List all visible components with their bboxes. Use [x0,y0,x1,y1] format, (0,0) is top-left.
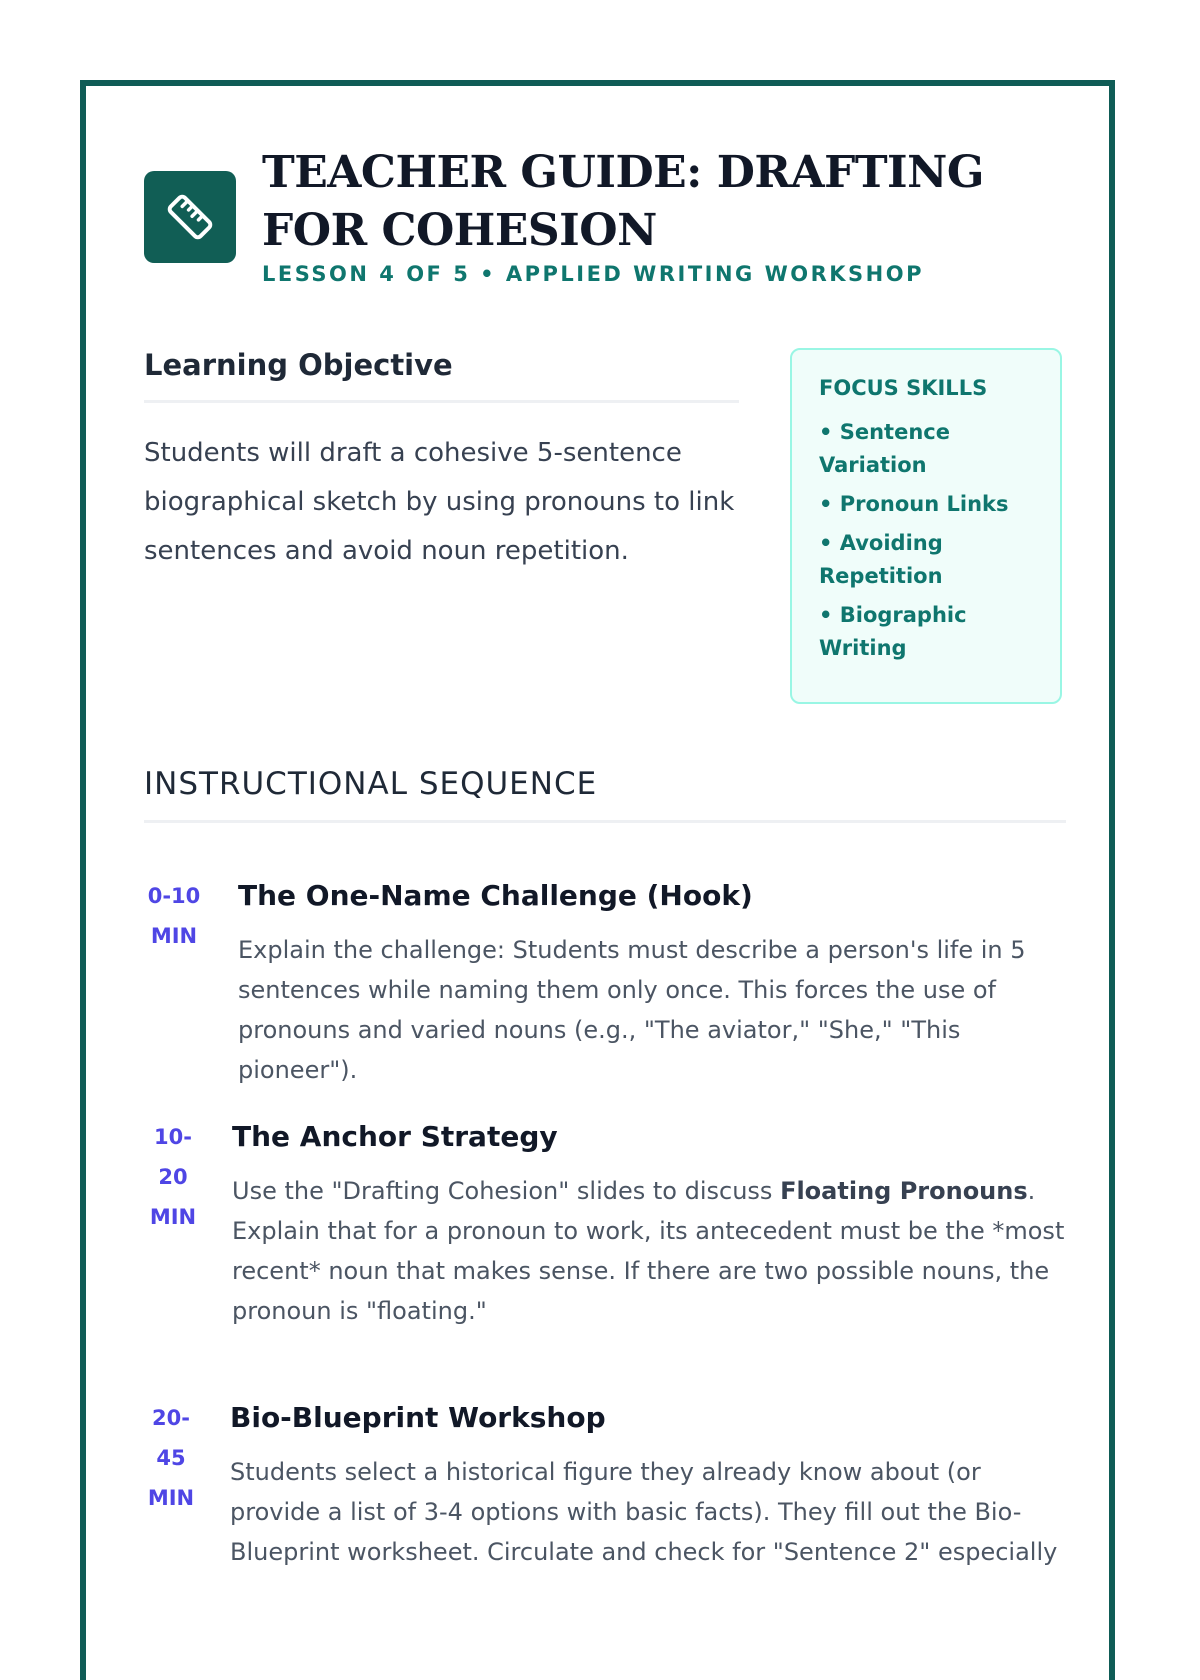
learning-objective-section [144,348,739,576]
step-text: Students select a historical figure they already know about (or provide a list of 3-4 options with basic facts). They fill out the Bio-Blueprint worksheet. Circulate and check for "Sentence 2" especially [230,1458,1058,1566]
skill-item: • Pronoun Links [819,492,1009,516]
objective-heading: Learning Objective [144,348,739,403]
focus-skills-box [790,348,1062,704]
step-title: The One-Name Challenge (Hook) [238,879,753,912]
step-time: 10- 20 MIN [149,1125,197,1229]
step-text: Use the "Drafting Cohesion" slides to discuss Floating Pronouns. Explain that for a pronoun to work, its antecedent must be the *most recent* noun that makes sense. If there are two possible nouns, the pronoun is "floating." [232,1177,1065,1325]
step-text: Explain the challenge: Students must describe a person's life in 5 sentences while naming them only once. This forces the use of pronouns and varied nouns (e.g., "The aviator," "She," "This pioneer"). [238,936,1026,1084]
skill-item: • Avoiding Repetition [819,531,943,588]
step-time: 20- 45 MIN [147,1406,195,1510]
step-time: 0-10 MIN [147,884,201,948]
sequence-heading: INSTRUCTIONAL SEQUENCE [144,766,1066,823]
step-title: Bio-Blueprint Workshop [230,1401,606,1434]
lesson-subtitle: LESSON 4 OF 5 • APPLIED WRITING WORKSHOP [262,262,924,286]
step-text-emphasis: Floating Pronouns [780,1177,1028,1205]
ruler-icon [144,171,236,263]
skill-item: • Sentence Variation [819,420,950,477]
step-title: The Anchor Strategy [232,1120,558,1153]
focus-skills-heading: FOCUS SKILLS [819,376,988,400]
objective-text: Students will draft a cohesive 5-sentence biographical sketch by using pronouns to link sentences and avoid noun repetition. [144,438,735,566]
skill-item: • Biographic Writing [819,603,967,660]
page-title: TEACHER GUIDE: DRAFTING FOR COHESION [262,147,984,256]
guide-page [80,80,1115,1680]
